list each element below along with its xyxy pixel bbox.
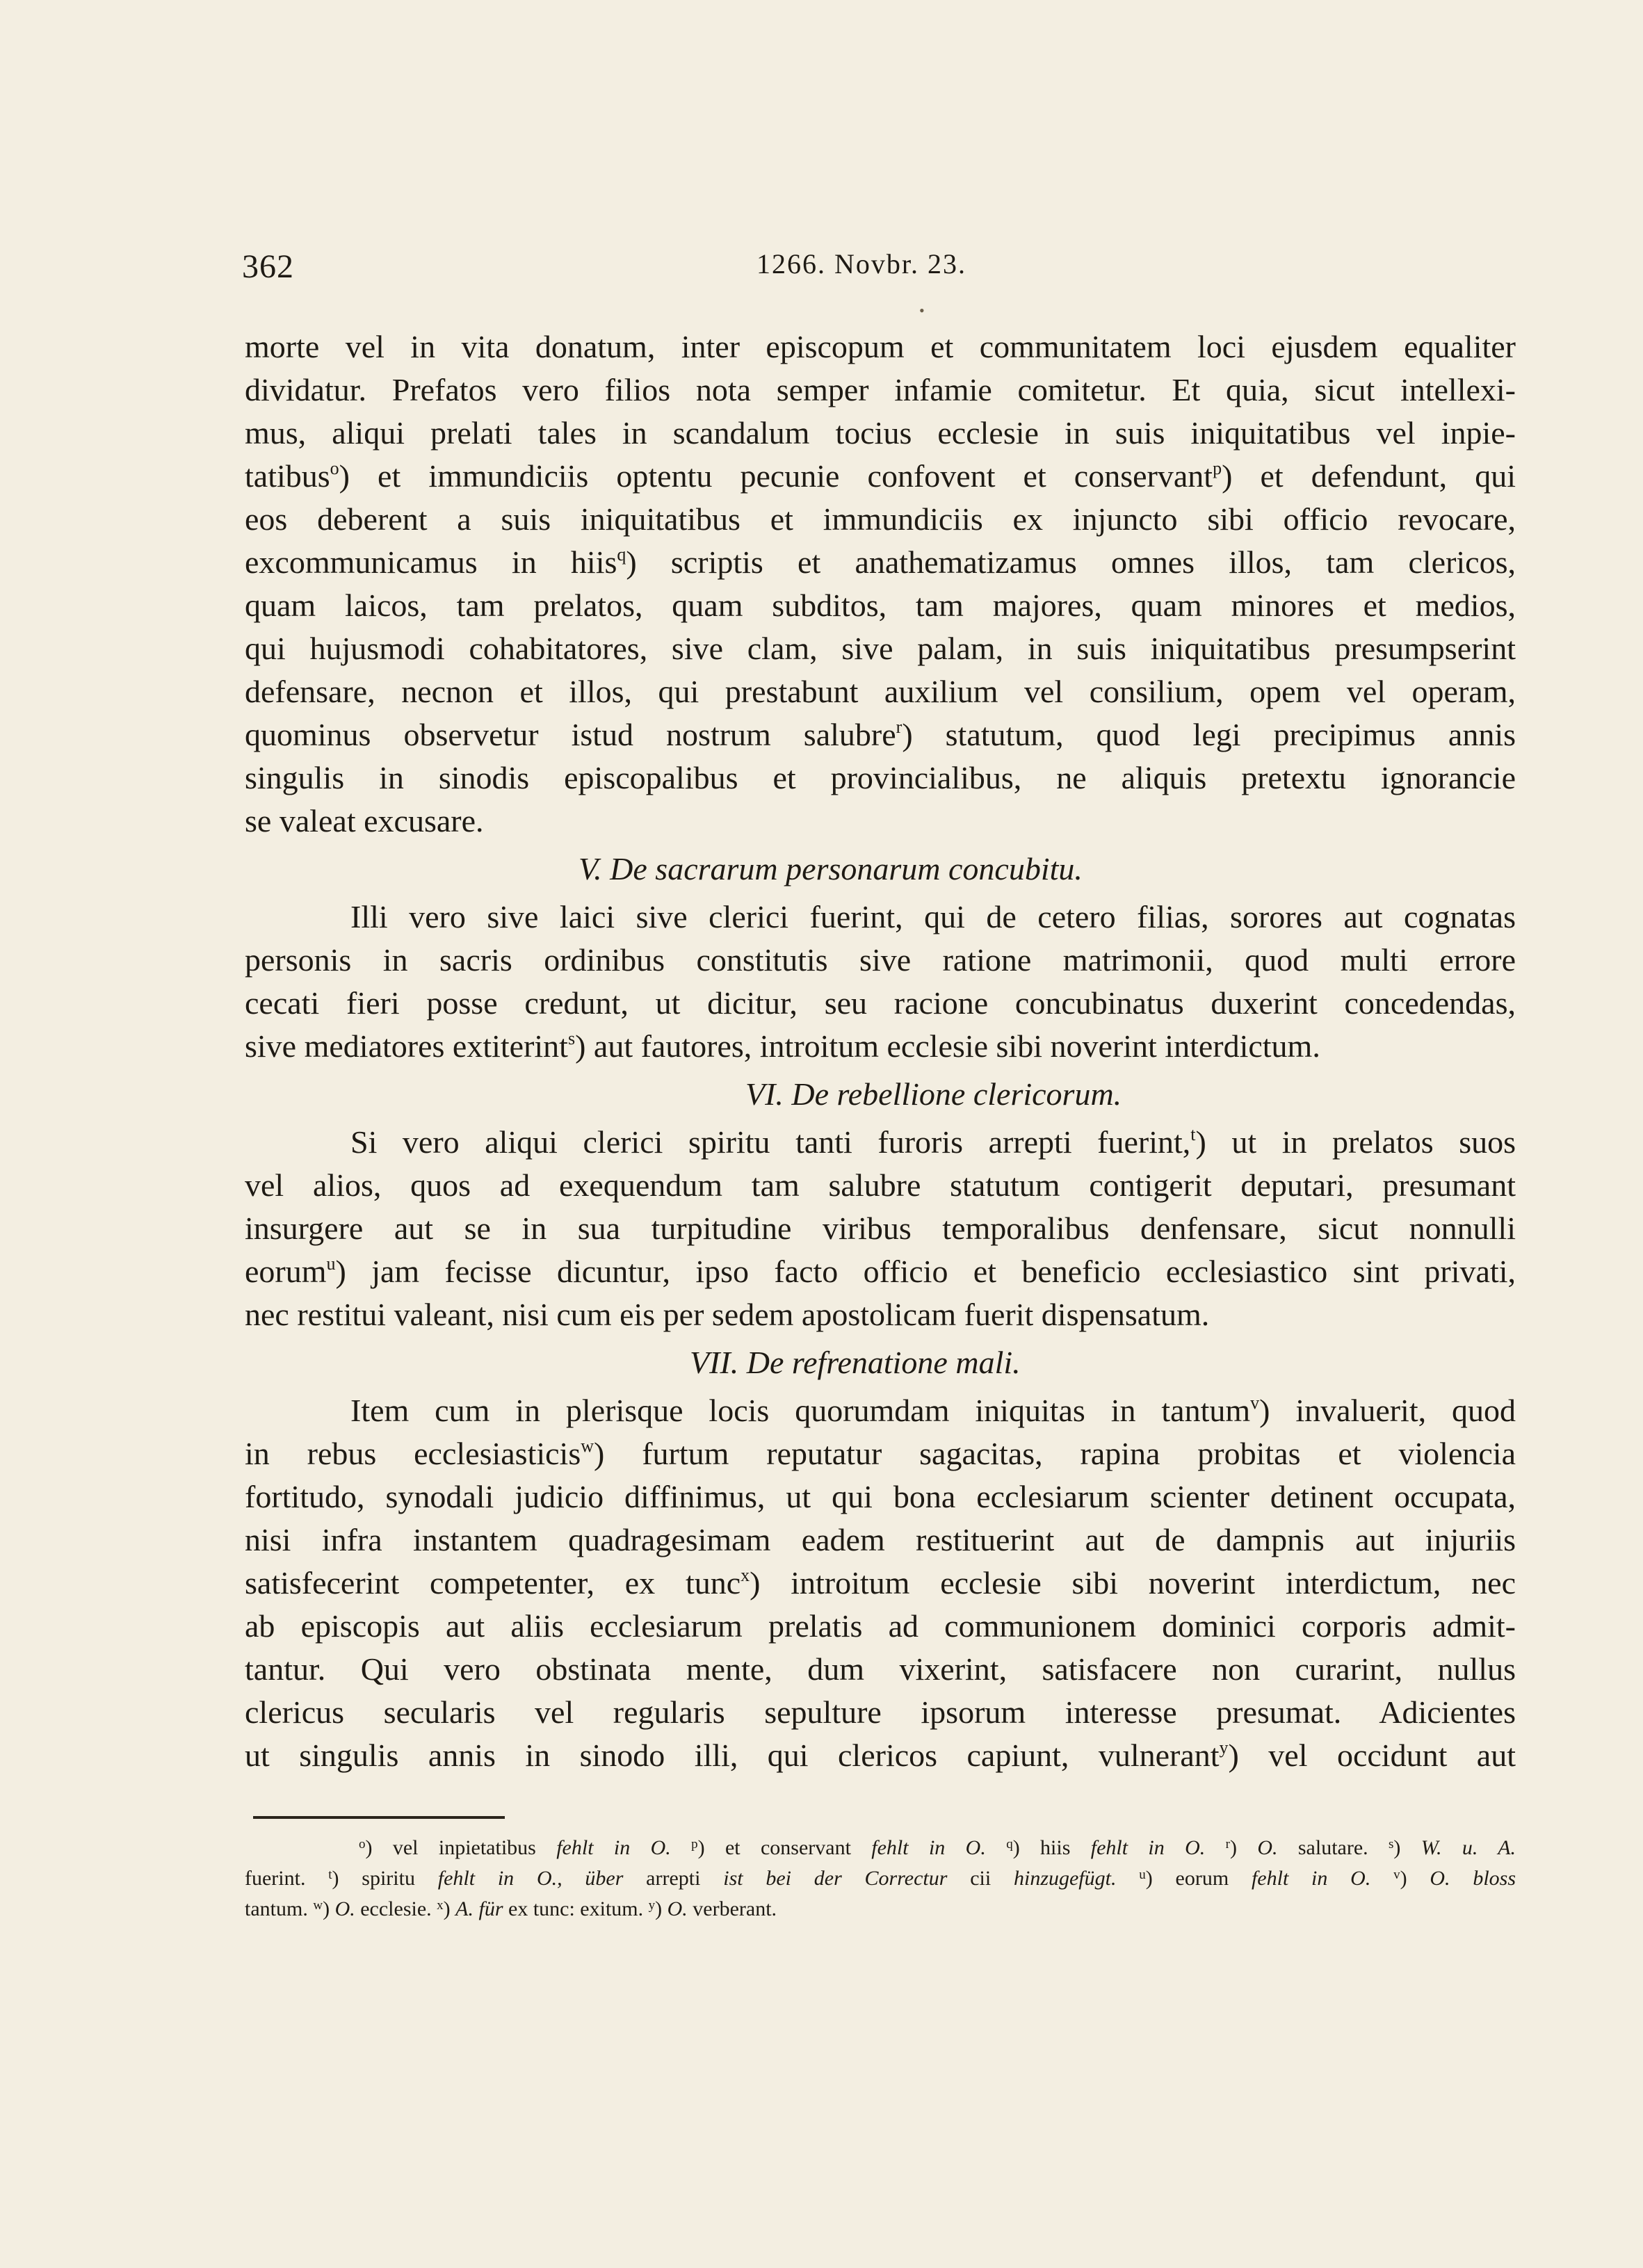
text-line: personis in sacris ordinibus constitutis sive ratione matrimonii, quod multi errore	[245, 942, 1516, 978]
text-line: defensare, necnon et illos, qui prestabunt auxilium vel consilium, opem vel operam,	[245, 674, 1516, 709]
footnote-letter: q	[1006, 1837, 1013, 1852]
footnote-marker: q	[617, 544, 626, 565]
paragraph-section-v	[245, 896, 1516, 1068]
section-heading-vii: VII. De refrenatione mali.	[690, 1345, 1021, 1380]
text-line: cecati fieri posse credunt, ut dicitur, seu racione concubinatus duxerint concedendas,	[245, 985, 1516, 1021]
footnote-letter: u	[1139, 1868, 1146, 1882]
text-line: eorum$^u$) jam fecisse dicuntur, ipso facto officio et beneficio ecclesiastico sint privati,	[245, 1254, 1516, 1289]
text-line: Si vero aliqui clerici spiritu tanti furoris arrepti fuerint,$^t$) ut in prelatos suos	[350, 1124, 1516, 1160]
text-line: in rebus ecclesiasticis$^w$) furtum reputatur sagacitas, rapina probitas et violencia	[245, 1436, 1516, 1471]
text-line: ab episcopis aut aliis ecclesiarum prelatis ad communionem dominici corporis admit-	[245, 1608, 1516, 1644]
footnote-separator	[253, 1816, 505, 1819]
footnote-marker: y	[1219, 1738, 1229, 1758]
footnote-line: $^o$) vel inpietatibus fehlt in O. $^p$) et conservant fehlt in O. $^q$) hiis fehlt in O. $^r$) O. salutare. $^s$) W. u. A.	[359, 1836, 1516, 1859]
footnote-letter: x	[437, 1898, 444, 1913]
footnote-marker: u	[326, 1254, 336, 1274]
text-line: ut singulis annis in sinodo illi, qui clericos capiunt, vulnerant$^y$) vel occidunt aut	[245, 1738, 1516, 1773]
page-number: 362	[242, 248, 294, 285]
text-line: eos deberent a suis iniquitatibus et immundiciis ex injuncto sibi officio revocare,	[245, 501, 1516, 537]
footnote-letter: y	[648, 1898, 656, 1913]
text-line: se valeat excusare.	[245, 803, 484, 839]
text-line: excommunicamus in hiis$^q$) scriptis et anathematizamus omnes illos, tam clericos,	[245, 544, 1516, 580]
footnote-marker: v	[1250, 1393, 1260, 1413]
text-line: Item cum in plerisque locis quorumdam iniquitas in tantum$^v$) invaluerit, quod	[350, 1393, 1516, 1428]
text-line: fortitudo, synodali judicio diffinimus, ut qui bona ecclesiarum scienter detinent occupata,	[245, 1479, 1516, 1514]
text-line: insurgere aut se in sua turpitudine viribus temporalibus denfensare, sicut nonnulli	[245, 1210, 1516, 1246]
footnote-marker: t	[1190, 1124, 1196, 1144]
paragraph-continuation	[245, 325, 1516, 843]
text-line: vel alios, quos ad exequendum tam salubre statutum contigerit deputari, presumant	[245, 1167, 1516, 1203]
footnote-line: fuerint. $^t$) spiritu fehlt in O., über arrepti ist bei der Correctur cii hinzugefügt. $^u$) eorum fehlt in O. $^v$) O. bloss	[245, 1867, 1516, 1890]
footnote-marker: o	[330, 458, 339, 478]
paragraph-section-vii	[245, 1389, 1516, 1777]
footnote-line: tantum. $^w$) O. ecclesie. $^x$) A. für ex tunc: exitum. $^y$) O. verberant.	[245, 1897, 777, 1920]
footnote-letter: v	[1393, 1868, 1400, 1882]
text-line: satisfecerint competenter, ex tunc$^x$) introitum ecclesie sibi noverint interdictum, nec	[245, 1565, 1516, 1601]
text-line: nisi infra instantem quadragesimam eadem restituerint aut de dampnis aut injuriis	[245, 1522, 1516, 1557]
page-header	[242, 248, 1514, 289]
footnote-letter: p	[691, 1837, 698, 1852]
text-line: tantur. Qui vero obstinata mente, dum vixerint, satisfacere non curarint, nullus	[245, 1651, 1516, 1687]
footnote-letter: r	[1225, 1837, 1230, 1852]
text-line: dividatur. Prefatos vero filios nota semper infamie comitetur. Et quia, sicut intellexi-	[245, 372, 1516, 407]
footnote-letter: s	[1389, 1837, 1394, 1852]
footnote-letter: t	[328, 1868, 332, 1882]
text-line: quominus observetur istud nostrum salubre$^r$) statutum, quod legi precipimus annis	[245, 717, 1516, 752]
text-line: qui hujusmodi cohabitatores, sive clam, sive palam, in suis iniquitatibus presumpserint	[245, 631, 1516, 666]
text-line: tatibus$^o$) et immundiciis optentu pecunie confovent et conservant$^p$) et defendunt, qui	[245, 458, 1516, 494]
text-line: quam laicos, tam prelatos, quam subditos, tam majores, quam minores et medios,	[245, 588, 1516, 623]
text-line: clericus secularis vel regularis sepulture ipsorum interesse presumat. Adicientes	[245, 1694, 1516, 1730]
footnote-letter: w	[313, 1898, 323, 1913]
footnote-marker: w	[581, 1436, 594, 1456]
text-line: Illi vero sive laici sive clerici fuerint, qui de cetero filias, sorores aut cognatas	[350, 899, 1516, 934]
text-line: mus, aliqui prelati tales in scandalum tocius ecclesie in suis iniquitatibus vel inpie-	[245, 415, 1516, 451]
text-line: nec restitui valeant, nisi cum eis per sedem apostolicam fuerit dispensatum.	[245, 1297, 1210, 1332]
footnotes	[245, 1833, 1516, 1925]
text-line: morte vel in vita donatum, inter episcopum et communitatem loci ejusdem equaliter	[245, 329, 1516, 364]
running-head-date: 1266. Novbr. 23.	[756, 248, 966, 280]
main-text	[245, 325, 1516, 1777]
footnote-marker: s	[567, 1028, 576, 1048]
text-line: sive mediatores extiterint$^s$) aut fautores, introitum ecclesie sibi noverint interdictum.	[245, 1028, 1320, 1064]
section-heading-vi: VI. De rebellione clericorum.	[745, 1076, 1122, 1112]
footnote-marker: x	[740, 1565, 750, 1585]
footnote-marker: p	[1213, 458, 1222, 478]
section-heading-v: V. De sacrarum personarum concubitu.	[578, 851, 1083, 886]
footnote-letter: o	[359, 1837, 366, 1852]
ornament-dot: •	[919, 302, 925, 319]
paragraph-section-vi	[245, 1121, 1516, 1336]
footnote-marker: r	[896, 717, 903, 737]
text-line: singulis in sinodis episcopalibus et provincialibus, ne aliquis pretextu ignorancie	[245, 760, 1516, 795]
